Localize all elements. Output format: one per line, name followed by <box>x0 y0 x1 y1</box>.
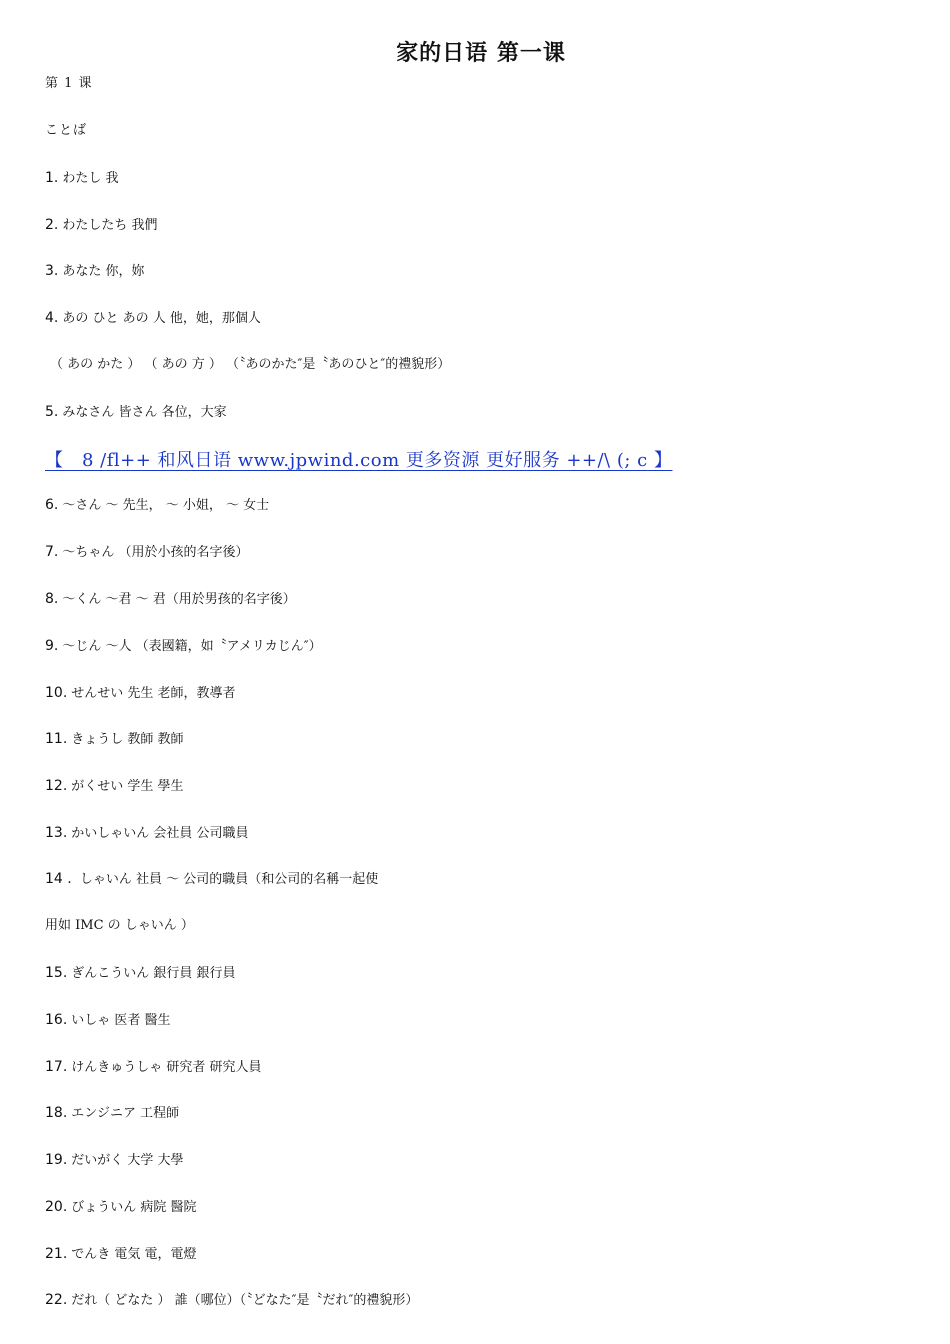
item-number: 12. <box>45 778 68 794</box>
vocab-item <box>45 590 296 609</box>
item-text: いしゃ 医者 醫生 <box>71 1013 171 1028</box>
item-text: きょうし 教師 教師 <box>71 732 184 747</box>
vocab-item <box>45 496 269 515</box>
page-title: 家的日语 第一课 <box>396 41 566 66</box>
item-text: だいがく 大学 大學 <box>71 1153 184 1168</box>
item-text: わたし 我 <box>62 171 119 186</box>
item-number: 1. <box>45 170 59 186</box>
vocab-item <box>45 684 236 703</box>
item-text: ～ちゃん （用於小孩的名字後） <box>62 545 249 560</box>
item-number: 13. <box>45 825 68 841</box>
item-text: かいしゃいん 会社員 公司職員 <box>71 826 249 841</box>
item-text: けんきゅうしゃ 研究者 研究人員 <box>71 1060 262 1075</box>
vocab-item <box>45 216 158 235</box>
vocab-item <box>45 309 261 328</box>
item-number: 10. <box>45 685 68 701</box>
vocab-item <box>45 1011 171 1030</box>
item-text: わたしたち 我們 <box>62 218 158 233</box>
item-text: しゃいん 社員 ～ 公司的職員（和公司的名稱一起使 <box>75 872 379 887</box>
item-text: 用如 IMC の しゃいん ） <box>45 918 194 933</box>
item-text: ～さん ～ 先生， ～ 小姐， ～ 女士 <box>62 498 270 513</box>
vocab-note <box>50 356 450 374</box>
vocab-item <box>45 1291 418 1310</box>
vocab-item <box>45 169 119 188</box>
item-number: 22. <box>45 1292 68 1308</box>
vocab-item <box>45 824 249 843</box>
vocab-item <box>45 543 249 562</box>
item-number: 20. <box>45 1199 68 1215</box>
item-number: 19. <box>45 1152 68 1168</box>
item-text: みなさん 皆さん 各位，大家 <box>62 405 227 420</box>
vocab-item <box>45 262 145 281</box>
item-number: 6. <box>45 497 59 513</box>
item-number: 8. <box>45 591 59 607</box>
item-number: 7. <box>45 544 59 560</box>
item-number: 2. <box>45 217 59 233</box>
item-text: ～くん ～君 ～ 君（用於男孩的名字後） <box>62 592 296 607</box>
vocab-item <box>45 637 322 656</box>
item-text: エンジニア 工程師 <box>71 1106 180 1121</box>
vocab-item <box>45 777 184 796</box>
vocab-item <box>45 870 378 889</box>
item-text: （ あの かた ） （ あの 方 ） （〝あのかた″是〝あのひと″的禮貌形） <box>50 357 451 372</box>
item-number: 3. <box>45 263 59 279</box>
item-number: 5. <box>45 404 59 420</box>
ad-link[interactable]: 【 8 /fl++ 和风日语 www.jpwind.com 更多资源 更好服务 ++/\ (; c 】 <box>45 450 673 471</box>
vocab-item <box>45 1151 184 1170</box>
item-text: がくせい 学生 學生 <box>71 779 184 794</box>
item-number: 4. <box>45 310 59 326</box>
item-text: あの ひと あの 人 他，她，那個人 <box>62 311 261 326</box>
item-number: 21. <box>45 1246 68 1262</box>
section-heading: ことば <box>45 123 88 138</box>
item-number: 15. <box>45 965 68 981</box>
item-text: だれ（ どなた ） 誰（哪位）（〝どなた″是〝だれ″的禮貌形） <box>71 1293 419 1308</box>
lesson-label: 第 1 课 <box>45 76 93 91</box>
item-text: でんき 電気 電，電燈 <box>71 1247 197 1262</box>
item-text: せんせい 先生 老師，教導者 <box>71 686 236 701</box>
vocab-item <box>45 1058 262 1077</box>
item-text: あなた 你，妳 <box>62 264 145 279</box>
item-text: びょういん 病院 醫院 <box>71 1200 197 1215</box>
item-number: 14 . <box>45 871 72 887</box>
vocab-item <box>45 964 236 983</box>
vocab-note <box>45 917 194 935</box>
item-text: ぎんこういん 銀行員 銀行員 <box>71 966 236 981</box>
item-number: 9. <box>45 638 59 654</box>
item-number: 18. <box>45 1105 68 1121</box>
vocab-item <box>45 730 184 749</box>
item-text: ～じん ～人 （表國籍，如〝アメリカじん″） <box>62 639 322 654</box>
vocab-item <box>45 1104 179 1123</box>
vocab-item <box>45 1245 197 1264</box>
vocab-item <box>45 403 227 422</box>
vocab-item <box>45 1198 197 1217</box>
item-number: 17. <box>45 1059 68 1075</box>
item-number: 16. <box>45 1012 68 1028</box>
item-number: 11. <box>45 731 68 747</box>
